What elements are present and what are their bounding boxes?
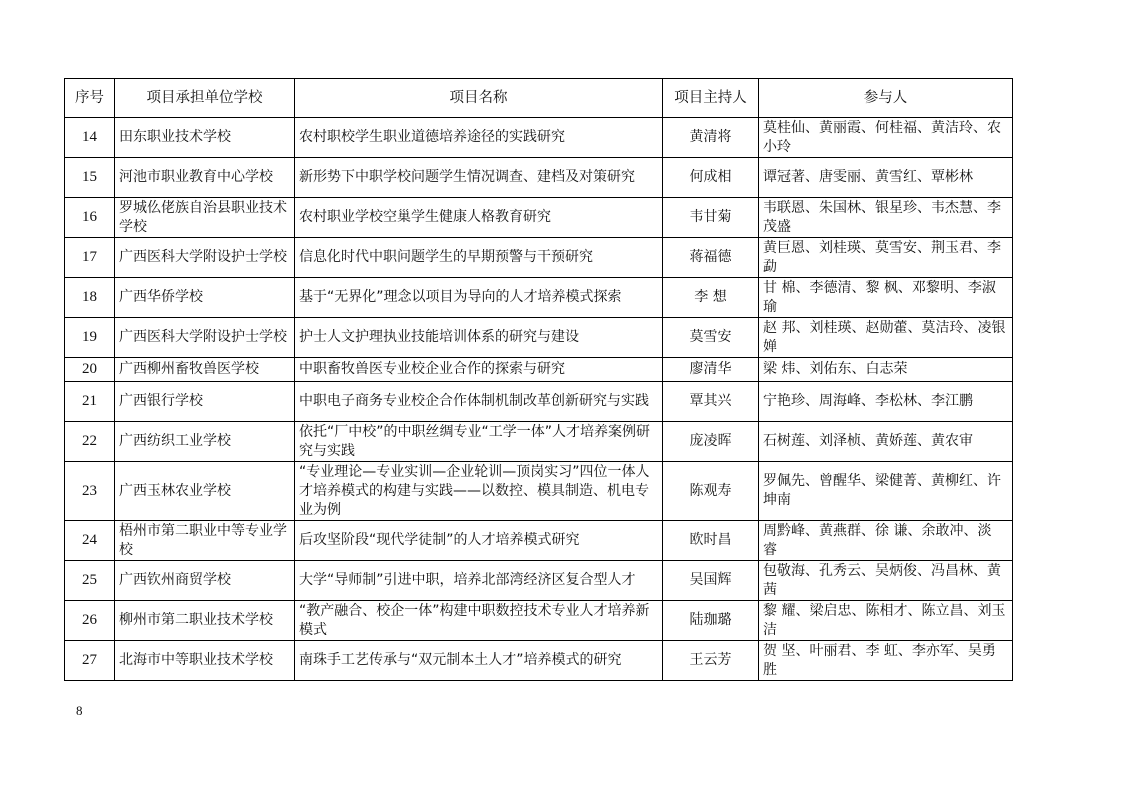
row-host: 韦甘菊: [663, 198, 759, 238]
row-project: 基于“无界化”理念以项目为导向的人才培养模式探索: [295, 278, 663, 318]
table-row: [65, 601, 1013, 641]
row-school: 广西医科大学附设护士学校: [115, 238, 295, 278]
row-participants: 黎 耀、梁启忠、陈相才、陈立昌、刘玉洁: [759, 601, 1013, 641]
row-school: 广西柳州畜牧兽医学校: [115, 358, 295, 382]
row-participants: 甘 棉、李德清、黎 枫、邓黎明、李淑瑜: [759, 278, 1013, 318]
row-index: 23: [65, 462, 115, 521]
row-participants: 韦联恩、朱国林、银星珍、韦杰慧、李茂盛: [759, 198, 1013, 238]
project-table: [64, 78, 1013, 681]
table-row: [65, 462, 1013, 521]
row-school: 广西医科大学附设护士学校: [115, 318, 295, 358]
row-project: 信息化时代中职问题学生的早期预警与干预研究: [295, 238, 663, 278]
header-host: 项目主持人: [663, 79, 759, 118]
row-index: 27: [65, 641, 115, 681]
row-project: 后攻坚阶段“现代学徒制”的人才培养模式研究: [295, 521, 663, 561]
row-project: 中职电子商务专业校企合作体制机制改革创新研究与实践: [295, 382, 663, 422]
row-project: 农村职校学生职业道德培养途径的实践研究: [295, 118, 663, 158]
row-project: 新形势下中职学校问题学生情况调查、建档及对策研究: [295, 158, 663, 198]
row-host: 陈观寿: [663, 462, 759, 521]
table-row: [65, 278, 1013, 318]
row-index: 14: [65, 118, 115, 158]
row-school: 河池市职业教育中心学校: [115, 158, 295, 198]
table-row: [65, 318, 1013, 358]
row-index: 22: [65, 422, 115, 462]
row-participants: 贺 坚、叶丽君、李 虹、李亦军、吴勇胜: [759, 641, 1013, 681]
row-school: 田东职业技术学校: [115, 118, 295, 158]
row-host: 蒋福德: [663, 238, 759, 278]
row-school: 广西银行学校: [115, 382, 295, 422]
table-row: [65, 118, 1013, 158]
row-index: 16: [65, 198, 115, 238]
row-participants: 宁艳珍、周海峰、李松林、李江鹏: [759, 382, 1013, 422]
header-participants: 参与人: [759, 79, 1013, 118]
row-school: 柳州市第二职业技术学校: [115, 601, 295, 641]
row-school: 梧州市第二职业中等专业学校: [115, 521, 295, 561]
row-project: 农村职业学校空巢学生健康人格教育研究: [295, 198, 663, 238]
row-participants: 莫桂仙、黄丽霞、何桂福、黄洁玲、农小玲: [759, 118, 1013, 158]
row-participants: 罗佩先、曾醒华、梁健菁、黄柳红、许坤南: [759, 462, 1013, 521]
row-participants: 包敬海、孔秀云、吴炳俊、冯昌林、黄 茜: [759, 561, 1013, 601]
row-host: 覃其兴: [663, 382, 759, 422]
row-host: 王云芳: [663, 641, 759, 681]
row-school: 罗城仫佬族自治县职业技术学校: [115, 198, 295, 238]
page-number: 8: [76, 703, 83, 718]
table-row: [65, 382, 1013, 422]
row-index: 24: [65, 521, 115, 561]
row-index: 21: [65, 382, 115, 422]
row-participants: 赵 邦、刘桂瑛、赵勋藿、莫洁玲、凌银婵: [759, 318, 1013, 358]
table-row: [65, 358, 1013, 382]
row-project: 大学“导师制”引进中职，培养北部湾经济区复合型人才: [295, 561, 663, 601]
row-school: 广西玉林农业学校: [115, 462, 295, 521]
header-school: 项目承担单位学校: [115, 79, 295, 118]
row-host: 陆珈璐: [663, 601, 759, 641]
row-host: 何成相: [663, 158, 759, 198]
row-index: 17: [65, 238, 115, 278]
row-school: 广西钦州商贸学校: [115, 561, 295, 601]
row-participants: 石树莲、刘泽桢、黄娇莲、黄农审: [759, 422, 1013, 462]
row-project: “教产融合、校企一体”构建中职数控技术专业人才培养新模式: [295, 601, 663, 641]
row-project: 南珠手工艺传承与“双元制本土人才”培养模式的研究: [295, 641, 663, 681]
row-index: 19: [65, 318, 115, 358]
header-project: 项目名称: [295, 79, 663, 118]
row-school: 广西华侨学校: [115, 278, 295, 318]
row-project: “专业理论—专业实训—企业轮训—顶岗实习”四位一体人才培养模式的构建与实践——以数控、模具制造、机电专业为例: [295, 462, 663, 521]
row-index: 20: [65, 358, 115, 382]
table-row: [65, 238, 1013, 278]
row-host: 吴国辉: [663, 561, 759, 601]
table-row: [65, 422, 1013, 462]
table-row: [65, 521, 1013, 561]
table-header-row: [65, 79, 1013, 118]
table-row: [65, 561, 1013, 601]
row-host: 廖清华: [663, 358, 759, 382]
row-index: 25: [65, 561, 115, 601]
row-host: 黄清将: [663, 118, 759, 158]
table-row: [65, 198, 1013, 238]
header-index: 序号: [65, 79, 115, 118]
row-school: 广西纺织工业学校: [115, 422, 295, 462]
row-host: 欧时昌: [663, 521, 759, 561]
table-row: [65, 158, 1013, 198]
row-project: 中职畜牧兽医专业校企业合作的探索与研究: [295, 358, 663, 382]
row-participants: 黄巨恩、刘桂瑛、莫雪安、荆玉君、李勐: [759, 238, 1013, 278]
row-index: 26: [65, 601, 115, 641]
row-host: 李 想: [663, 278, 759, 318]
row-project: 护士人文护理执业技能培训体系的研究与建设: [295, 318, 663, 358]
row-host: 庞凌晖: [663, 422, 759, 462]
row-participants: 谭冠著、唐雯丽、黄雪红、覃彬林: [759, 158, 1013, 198]
row-participants: 周黔峰、黄燕群、徐 谦、余敢冲、淡 睿: [759, 521, 1013, 561]
row-index: 18: [65, 278, 115, 318]
row-project: 依托“厂中校”的中职丝绸专业“工学一体”人才培养案例研究与实践: [295, 422, 663, 462]
row-participants: 梁 炜、刘佑东、白志荣: [759, 358, 1013, 382]
row-school: 北海市中等职业技术学校: [115, 641, 295, 681]
table-row: [65, 641, 1013, 681]
row-index: 15: [65, 158, 115, 198]
row-host: 莫雪安: [663, 318, 759, 358]
